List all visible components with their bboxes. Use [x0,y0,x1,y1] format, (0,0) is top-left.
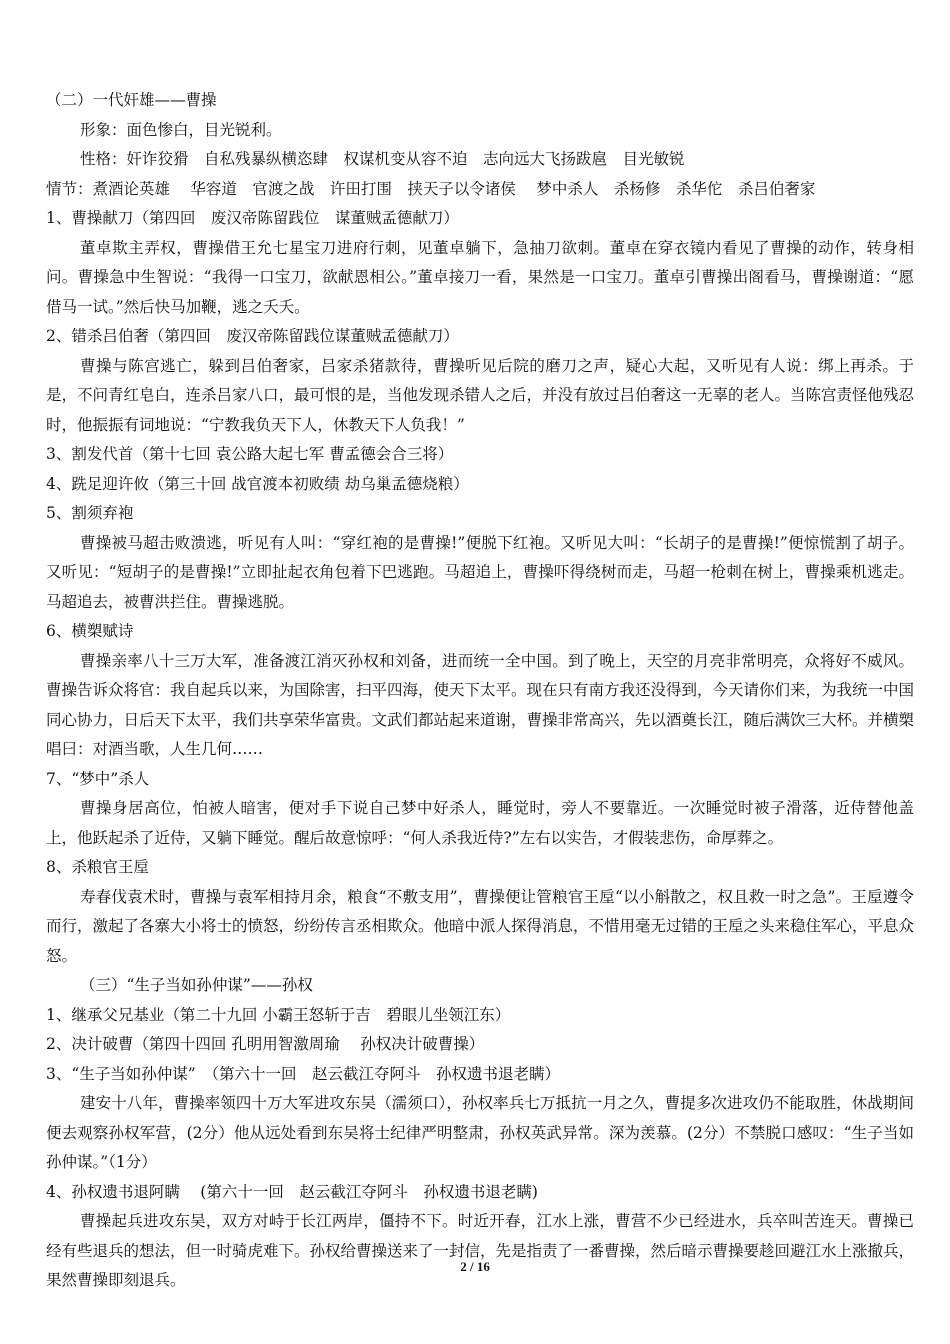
body-paragraph: 曹操身居高位，怕被人暗害，便对手下说自己梦中好杀人，睡觉时，旁人不要靠近。一次睡觉时被子滑落，近侍替他盖上，他跃起杀了近侍，又躺下睡觉。醒后故意惊呼：“何人杀我近侍?”左右以实告，才假装悲伤，命厚葬之。 [46,799,914,847]
heading-line: 8、杀粮官王垕 [46,858,149,876]
body-paragraph: 曹操亲率八十三万大军，准备渡江消灭孙权和刘备，进而统一全中国。到了晚上，天空的月亮非常明亮，众将好不威风。曹操告诉众将官：我自起兵以来，为国除害，扫平四海，使天下太平。现在只有南方我还没得到，今天请你们来，为我统一中国同心协力，日后天下太平，我们共享荣华富贵。文武们都站起来道谢，曹操非常高兴，先以酒奠长江，随后满饮三大杯。并横槊唱曰：对酒当歌，人生几何…… [46,651,915,758]
heading-line: 7、“梦中”杀人 [46,769,150,788]
body-paragraph: 曹操起兵进攻东吴，双方对峙于长江两岸，僵持不下。时近开春，江水上涨，曹营不少已经进水，兵卒叫苦连天。曹操已经有些退兵的想法，但一时骑虎难下。孙权给曹操送来了一封信，先是指责了一番曹操，然后暗示曹操要趁回避江水上涨撤兵，果然曹操即刻退兵。 [46,1212,915,1289]
body-paragraph: 董卓欺主弄权，曹操借王允七星宝刀进府行刺，见董卓躺下，急抽刀欲刺。董卓在穿衣镜内看见了曹操的动作，转身相问。曹操急中生智说：“我得一口宝刀，欲献恩相公。”董卓接刀一看，果然是一口宝刀。董卓引曹操出阁看马，曹操谢道：“愿借马一试。”然后快马加鞭，逃之夭夭。 [46,238,914,316]
page-separator: / [469,1259,474,1274]
heading-line: （二）一代奸雄——曹操 [46,91,217,109]
heading-line: 形象：面色惨白，目光锐利。 [80,120,282,139]
heading-line: 3、割发代首（第十七回 袁公路大起七军 曹孟德会合三将） [46,445,454,463]
heading-line: 性格：奸诈狡猾 自私残暴纵横恣肆 权谋机变从容不迫 志向远大飞扬跋扈 目光敏锐 [80,150,685,168]
heading-line: 3、“生子当如孙仲谋” （第六十一回 赵云截江夺阿斗 孙权遗书退老瞒） [46,1064,560,1083]
heading-line: 1、曹操献刀（第四回 废汉帝陈留践位 谋董贼孟德献刀） [46,209,459,227]
body-paragraph: 曹操被马超击败溃逃，听见有人叫：“穿红袍的是曹操!”便脱下红袍。又听见大叫：“长胡子的是曹操!”便惊慌割了胡子。又听见：“短胡子的是曹操!”立即扯起衣角包着下巴逃跑。马超追上，曹操吓得绕树而走，马超一枪刺在树上，曹操乘机逃走。马超追去，被曹洪拦住。曹操逃脱。 [46,533,914,611]
body-paragraph: 寿春伐袁术时，曹操与袁军相持月余，粮食“不敷支用”，曹操便让管粮官王垕“以小斛散之，权且救一时之急”。王垕遵令而行，激起了各寨大小将士的愤怒，纷纷传言丞相欺众。他暗中派人探得消息，不惜用毫无过错的王垕之头来稳住军心，平息众怒。 [46,887,915,965]
heading-line: 情节：煮酒论英雄 华容道 官渡之战 许田打围 挟天子以令诸侯 梦中杀人 杀杨修 杀华佗 杀吕伯奢家 [46,179,816,198]
page-number: 2 [460,1259,467,1274]
document-body [46,86,914,1296]
heading-line: 4、跣足迎许攸（第三十回 战官渡本初败绩 劫乌巢孟德烧粮） [46,474,469,493]
heading-line: 4、孙权遗书退阿瞒 (第六十一回 赵云截江夺阿斗 孙权遗书退老瞒) [46,1182,538,1201]
heading-line: 1、继承父兄基业（第二十九回 小霸王怒斩于吉 碧眼儿坐领江东） [46,1005,511,1024]
page-footer [0,1259,950,1275]
heading-line: （三）“生子当如孙仲谋”——孙权 [80,976,313,994]
heading-line: 5、割须弃袍 [46,504,134,522]
heading-line: 6、横槊赋诗 [46,622,134,640]
heading-line: 2、错杀吕伯奢（第四回 废汉帝陈留践位谋董贼孟德献刀） [46,327,459,345]
heading-line: 2、决计破曹（第四十四回 孔明用智激周瑜 孙权决计破曹操） [46,1035,485,1053]
body-paragraph: 曹操与陈宫逃亡，躲到吕伯奢家，吕家杀猪款待，曹操听见后院的磨刀之声，疑心大起，又听见有人说：绑上再杀。于是，不问青红皂白，连杀吕家八口，最可恨的是，当他发现杀错人之后，并没有放过吕伯奢这一无辜的老人。当陈宫责怪他残忍时，他振振有词地说：“宁教我负天下人，休教天下人负我！” [46,356,915,434]
body-paragraph: 建安十八年，曹操率领四十万大军进攻东吴（濡须口），孙权率兵七万抵抗一月之久，曹提多次进攻仍不能取胜，休战期间便去观察孙权军营，(2分）他从远处看到东吴将士纪律严明整肃，孙权英武异常。深为羡慕。(2分）不禁脱口感叹：“生子当如孙仲谋。”（1分） [46,1094,914,1171]
total-pages: 16 [476,1259,490,1274]
